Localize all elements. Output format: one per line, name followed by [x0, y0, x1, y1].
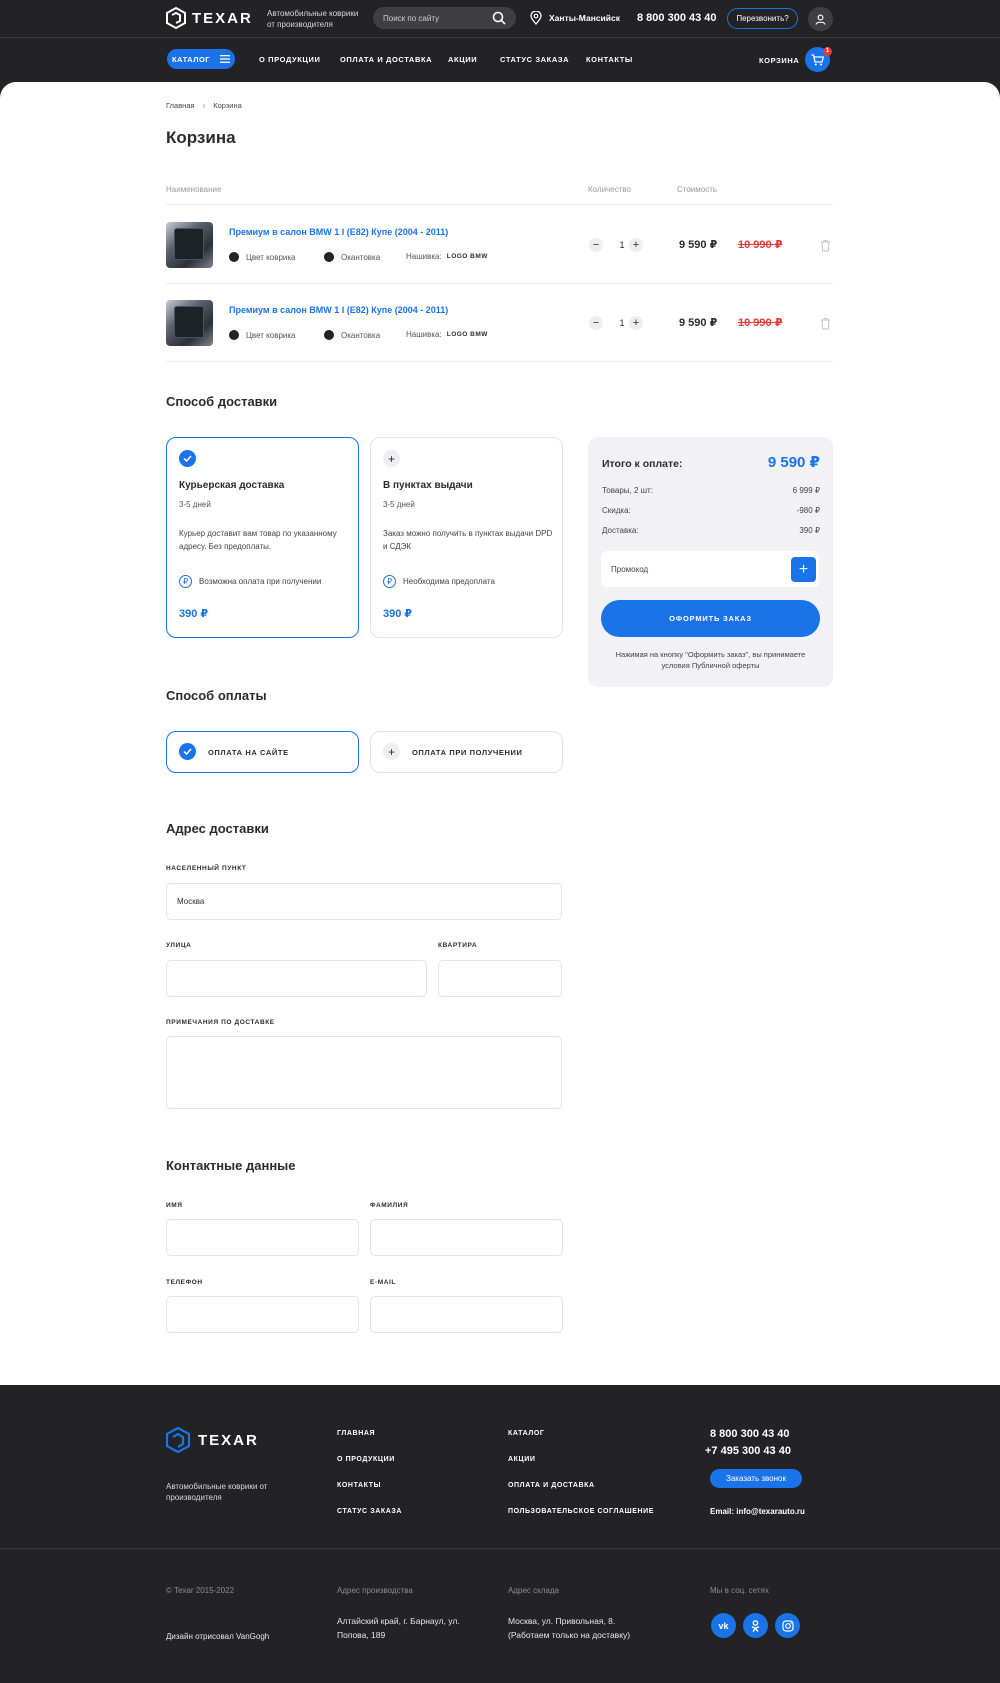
order-summary [588, 437, 833, 687]
last-name-input[interactable] [370, 1219, 563, 1256]
product-image[interactable] [166, 300, 213, 346]
payment-option-label: ОПЛАТА ПРИ ПОЛУЧЕНИИ [412, 748, 523, 757]
cart-item [166, 283, 833, 361]
payment-option-label: ОПЛАТА НА САЙТЕ [208, 748, 289, 757]
breadcrumb-current: Корзина [213, 101, 242, 110]
delivery-option-pickup[interactable] [370, 437, 563, 638]
color-swatch [229, 330, 239, 340]
flat-input[interactable] [438, 960, 562, 997]
footer-link-about[interactable]: О ПРОДУКЦИИ [337, 1456, 395, 1463]
odnoklassniki-icon[interactable] [743, 1613, 768, 1638]
option-label: Цвет коврика [246, 330, 296, 340]
quantity-decrease-button[interactable]: − [589, 316, 603, 330]
option-label: Окантовка [341, 252, 381, 262]
option-edging [324, 330, 380, 340]
apply-promo-button[interactable]: + [791, 557, 816, 582]
nav-link-payment-delivery[interactable]: ОПЛАТА И ДОСТАВКА [340, 55, 433, 64]
delivery-option-title: Курьерская доставка [179, 480, 285, 491]
payment-section-title: Способ оплаты [166, 688, 267, 703]
summary-goods-label: Товары, 2 шт: [602, 486, 653, 495]
summary-discount-label: Скидка: [602, 506, 631, 515]
social-label: Мы в соц. сетях [710, 1586, 769, 1595]
product-name-link[interactable]: Премиум в салон BMW 1 I (E82) Купе (2004 - 2011) [229, 227, 449, 237]
delivery-option-days: 3-5 дней [383, 500, 415, 509]
quantity-value: 1 [619, 318, 625, 328]
nav-link-about[interactable]: О ПРОДУКЦИИ [259, 55, 321, 64]
search-icon[interactable] [492, 11, 506, 25]
breadcrumb [166, 101, 242, 110]
footer-link-payment-delivery[interactable]: ОПЛАТА И ДОСТАВКА [508, 1482, 595, 1489]
option-mat-color [229, 252, 295, 262]
summary-delivery-row [602, 526, 820, 535]
summary-goods-value: 6 999 ₽ [792, 486, 820, 495]
delivery-option-description: Заказ можно получить в пунктах выдачи DPD и СДЭК [383, 529, 553, 551]
option-edging [324, 252, 380, 262]
footer [0, 1385, 1000, 1683]
footer-link-promotions[interactable]: АКЦИИ [508, 1456, 536, 1463]
option-label: Цвет коврика [246, 252, 296, 262]
footer-phone-1[interactable]: 8 800 300 43 40 [710, 1428, 790, 1440]
summary-discount-row [602, 506, 820, 515]
column-header-name: Наименование [166, 185, 222, 194]
designer-credit: Дизайн отрисовал VanGogh [166, 1632, 270, 1641]
ruble-icon: ₽ [383, 575, 396, 588]
ruble-icon: ₽ [179, 575, 192, 588]
tagline: Автомобильные коврики от производителя [267, 9, 359, 29]
vk-icon[interactable]: vk [711, 1613, 736, 1638]
texar-logo-icon [166, 7, 186, 29]
summary-discount-value: -980 ₽ [796, 506, 820, 515]
delivery-option-days: 3-5 дней [179, 500, 211, 509]
delivery-option-price: 390 ₽ [179, 608, 209, 620]
color-swatch [229, 252, 239, 262]
cart-item [166, 205, 833, 283]
column-header-quantity: Количество [588, 185, 631, 194]
plus-icon: + [383, 450, 400, 467]
main-nav [0, 38, 1000, 82]
first-name-input[interactable] [166, 1219, 359, 1256]
delivery-option-note [383, 575, 495, 588]
nav-link-promotions[interactable]: АКЦИИ [448, 55, 478, 64]
item-old-price: 10 990 ₽ [738, 317, 783, 329]
quantity-increase-button[interactable]: + [629, 316, 643, 330]
quantity-decrease-button[interactable]: − [589, 238, 603, 252]
warehouse-address: Москва, ул. Привольная, 8. (Работаем только на доставку) [508, 1616, 631, 1640]
checkmark-icon [179, 450, 196, 467]
option-value: LOGO BMW [446, 253, 488, 260]
footer-link-home[interactable]: ГЛАВНАЯ [337, 1430, 376, 1437]
production-address-label: Адрес производства [337, 1586, 413, 1595]
order-call-button[interactable]: Заказать звонок [710, 1469, 802, 1488]
product-name-link[interactable]: Премиум в салон BMW 1 I (E82) Купе (2004 - 2011) [229, 305, 449, 315]
city-selector[interactable]: Ханты-Мансийск [549, 13, 620, 23]
city-field-label: НАСЕЛЕННЫЙ ПУНКТ [166, 865, 247, 872]
summary-title: Итого к оплате: [602, 458, 683, 470]
option-embroidery [406, 252, 488, 261]
cart-icon [811, 54, 824, 66]
warehouse-address-label: Адрес склада [508, 1586, 559, 1595]
option-label: Окантовка [341, 330, 381, 340]
contacts-section-title: Контактные данные [166, 1158, 296, 1173]
option-mat-color [229, 330, 295, 340]
footer-divider [0, 1548, 1000, 1549]
payment-option-on-delivery[interactable] [370, 731, 563, 773]
email-label: E-MAIL [370, 1279, 396, 1286]
delivery-section-title: Способ доставки [166, 394, 278, 409]
copyright: © Texar 2015-2022 [166, 1586, 235, 1595]
color-swatch [324, 330, 334, 340]
phone-label: ТЕЛЕФОН [166, 1279, 203, 1286]
callback-button[interactable]: Перезвонить? [727, 8, 798, 29]
delivery-option-description: Курьер доставит вам товар по указанному адресу. Без предоплаты. [179, 529, 337, 551]
texar-logo-icon [166, 1427, 190, 1453]
catalog-button[interactable] [167, 49, 235, 69]
production-address: Алтайский край, г. Барнаул, ул. Попова, 189 [337, 1616, 460, 1640]
item-price: 9 590 ₽ [679, 239, 718, 251]
trash-icon[interactable] [820, 317, 831, 330]
delivery-option-note-text: Возможна оплата при получении [199, 577, 322, 586]
city-input[interactable] [166, 883, 562, 920]
address-section-title: Адрес доставки [166, 821, 269, 836]
breadcrumb-home[interactable]: Главная [166, 101, 195, 110]
footer-link-user-agreement[interactable]: ПОЛЬЗОВАТЕЛЬСКОЕ СОГЛАШЕНИЕ [508, 1508, 655, 1515]
option-embroidery [406, 330, 488, 339]
cart-label[interactable]: КОРЗИНА [759, 56, 800, 65]
summary-delivery-value: 390 ₽ [799, 526, 820, 535]
offer-note: Нажимая на кнопку "Оформить заказ", вы принимаете условия Публичной оферты [615, 650, 806, 670]
item-price: 9 590 ₽ [679, 317, 718, 329]
delivery-option-note [179, 575, 321, 588]
catalog-label: КАТАЛОГ [171, 54, 211, 64]
first-name-label: ИМЯ [166, 1202, 183, 1209]
top-bar [0, 0, 1000, 38]
footer-logo[interactable] [166, 1427, 259, 1453]
delivery-option-courier[interactable] [166, 437, 359, 638]
email-input[interactable] [370, 1296, 563, 1333]
divider [166, 361, 833, 362]
user-account-button[interactable] [808, 7, 833, 31]
footer-brand-name: TEXAR [198, 1431, 259, 1449]
location-pin-icon [530, 11, 542, 25]
street-field-label: УЛИЦА [166, 942, 192, 949]
delivery-option-note-text: Необходима предоплата [403, 577, 495, 586]
quantity-increase-button[interactable]: + [629, 238, 643, 252]
footer-tagline: Автомобильные коврики от производителя [166, 1482, 268, 1502]
plus-icon: + [383, 743, 400, 760]
summary-total: 9 590 ₽ [767, 454, 820, 471]
main-content [0, 82, 1000, 1385]
cart-count-badge: 1 [823, 47, 832, 56]
delivery-option-title: В пунктах выдачи [383, 480, 473, 491]
item-old-price: 10 990 ₽ [738, 239, 783, 251]
footer-link-catalog[interactable]: КАТАЛОГ [508, 1430, 545, 1437]
footer-link-contacts[interactable]: КОНТАКТЫ [337, 1482, 382, 1489]
checkmark-icon [179, 743, 196, 760]
trash-icon[interactable] [820, 239, 831, 252]
brand-name: TEXAR [192, 9, 253, 27]
nav-link-order-status[interactable]: СТАТУС ЗАКАЗА [500, 55, 570, 64]
color-swatch [324, 252, 334, 262]
page-title: Корзина [166, 128, 236, 147]
header-phone[interactable]: 8 800 300 43 40 [637, 12, 717, 24]
summary-goods-row [602, 486, 820, 495]
flat-field-label: КВАРТИРА [438, 942, 478, 949]
logo[interactable] [166, 7, 253, 29]
quantity-value: 1 [619, 240, 625, 250]
promo-code-input[interactable] [601, 551, 819, 587]
payment-option-online[interactable] [166, 731, 359, 773]
summary-delivery-label: Доставка: [602, 526, 639, 535]
menu-icon [220, 55, 230, 63]
chevron-right-icon: › [202, 101, 206, 110]
footer-phone-2[interactable]: +7 495 300 43 40 [705, 1445, 791, 1457]
column-header-price: Стоимость [677, 185, 718, 194]
option-value: LOGO BMW [446, 331, 488, 338]
user-icon [815, 14, 826, 25]
footer-link-order-status[interactable]: СТАТУС ЗАКАЗА [337, 1508, 403, 1515]
place-order-button[interactable]: ОФОРМИТЬ ЗАКАЗ [601, 600, 820, 637]
phone-input[interactable] [166, 1296, 359, 1333]
footer-email[interactable]: Email: info@texarauto.ru [710, 1507, 805, 1516]
option-label: Нашивка: [406, 252, 442, 261]
option-label: Нашивка: [406, 330, 442, 339]
delivery-option-price: 390 ₽ [383, 608, 413, 620]
product-image[interactable] [166, 222, 213, 268]
nav-link-contacts[interactable]: КОНТАКТЫ [586, 55, 633, 64]
street-input[interactable] [166, 960, 427, 997]
instagram-icon[interactable] [775, 1613, 800, 1638]
delivery-notes-textarea[interactable] [166, 1036, 562, 1109]
delivery-notes-label: ПРИМЕЧАНИЯ ПО ДОСТАВКЕ [166, 1019, 275, 1026]
last-name-label: ФАМИЛИЯ [370, 1202, 409, 1209]
